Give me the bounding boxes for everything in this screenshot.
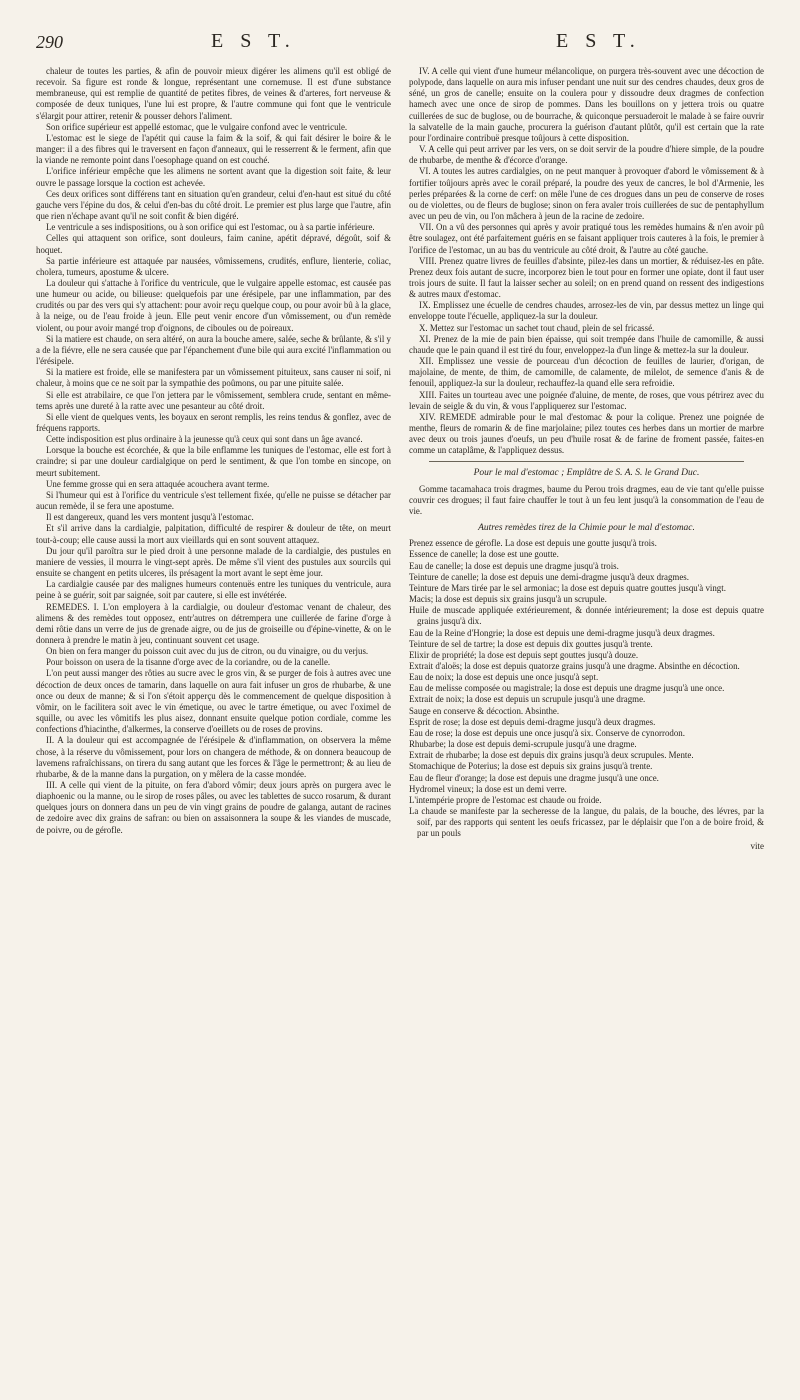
- page-number: 290: [36, 32, 63, 52]
- running-head-right: E S T.: [556, 30, 641, 52]
- paragraph: VI. A toutes les autres cardialgies, on ne peut manquer à provoquer d'abord le vômissement & à fortifier toûjours après avec le corail préparé, la poudre des yeux de cancres, le bol d'Armenie, les perles préparées & la corne de cerf: on mêle l'une de ces drogues dans un peu de conserve de roses ou de violettes, ou de fleurs de buglose; sinon on fera avaler trois cuillerées de suc de pentaphyllum avec un peu de vin, ou l'on mâchera à jeun de la racine de zedoire.: [409, 166, 764, 222]
- page-header: [36, 30, 764, 58]
- paragraph: L'intempérie propre de l'estomac est chaude ou froide.: [409, 794, 602, 805]
- paragraph: Du jour qu'il paroîtra sur le pied droit à une personne malade de la cardialgie, des pustules en maniere de vessies, il mourra le vingt-sept après. De même s'il vient des pustules aux sourcils qui ensuite se changent en petits ulceres, ils présagent la mort avant le sept ème jour.: [36, 545, 391, 579]
- paragraph: Eau de noix; la dose est depuis une once jusqu'à sept.: [409, 672, 599, 683]
- paragraph: La chaude se manifeste par la secheresse de la langue, du palais, de la bouche, des lévres, par la soif, par des rapports qui sentent les oeufs fricassez, par le déplaisir que l'on a de boire froid, & par un pouls: [409, 806, 764, 839]
- paragraph: Hydromel vineux; la dose est un demi verre.: [409, 783, 567, 794]
- paragraph: Il est dangereux, quand les vers montent jusqu'à l'estomac.: [46, 512, 254, 523]
- paragraph: REMEDES. I. L'on employera à la cardialgie, ou douleur d'estomac venant de chaleur, des alimens & des remèdes tout opposez, entr'autres on détrempera une cuillerée de farine d'orge à demi rôtie dans un verre de jus de grenade aigre, ou de jus de groiseille ou d'épine-vinette, & on le donnera à prendre le matin à jeu, continuant souvent cet usage.: [36, 601, 391, 645]
- paragraph: Huile de muscade appliquée extérieurement, & donnée intérieurement; la dose est depuis quatre grains jusqu'à dix.: [409, 605, 764, 627]
- paragraph: Stomachique de Poterius; la dose est depuis six grains jusqu'à trente.: [409, 761, 653, 772]
- paragraph: Prenez essence de gérofle. La dose est depuis une goutte jusqu'à trois.: [409, 538, 657, 549]
- paragraph: Elixir de propriété; la dose est depuis sept gouttes jusqu'à douze.: [409, 649, 639, 660]
- paragraph: Gomme tacamahaca trois dragmes, baume du Perou trois dragmes, eau de vie tant qu'elle puisse couvrir ces drogues; il faut faire chauffer le tout à un feu lent jusqu'à la consommation de l'eau de vie.: [409, 483, 764, 516]
- paragraph: Eau de canelle; la dose est depuis une dragme jusqu'à trois.: [409, 560, 619, 571]
- paragraph: Macis; la dose est depuis six grains jusqu'à un scrupule.: [409, 594, 607, 605]
- section-rule: [429, 461, 744, 462]
- paragraph: Et s'il arrive dans la cardialgie, palpitation, difficulté de respirer & douleur de tête, on meurt tout-à-coup; elle cause aussi la mort aux vieillards qui en sont souvent attaquez.: [36, 523, 391, 545]
- right-column: [409, 66, 764, 1396]
- paragraph: Le ventricule a ses indispositions, ou à son orifice qui est l'estomac, ou à sa partie inférieure.: [46, 222, 375, 233]
- paragraph: Celles qui attaquent son orifice, sont douleurs, faim canine, apétit dépravé, dégoût, soif & hoquet.: [36, 233, 391, 255]
- paragraph: XI. Prenez de la mie de pain bien épaisse, qui soit trempée dans l'huile de camomille, & aussi chaude que le pain quand il est tiré du four, enveloppez-la d'un linge & mettez-la sur la douleur.: [409, 333, 764, 355]
- paragraph: L'estomac est le siege de l'apétit qui cause la faim & la soif, & qui fait désirer le boire & le manger: il a des fibres qui le traversent en façon d'anneaux, qui le resserrent & le ferment, afin que la viande ne remonte point dans l'oesophage quand on est couché.: [36, 132, 391, 166]
- paragraph: Eau de rose; la dose est depuis une once jusqu'à six. Conserve de cynorrodon.: [409, 727, 685, 738]
- paragraph: XII. Emplissez une vessie de pourceau d'un décoction de feuilles de laurier, d'origan, de majolaine, de mente, de thim, de camomille, de calamente, de milelot, de semence d'anis & de fenouil, appliquez-la sur la douleur, rechauffez-la quand elle sera refroidie.: [409, 356, 764, 389]
- paragraph: Teinture de sel de tartre; la dose est depuis dix gouttes jusqu'à trente.: [409, 638, 653, 649]
- paragraph: La cardialgie causée par des malignes humeurs contenuës entre les tuniques du ventricule, aura peine à se guérir, soit par saignée, soit par cautere, si elle est invétérée.: [36, 579, 391, 601]
- section-title-chimie: Autres remèdes tirez de la Chimie pour le mal d'estomac.: [478, 523, 695, 534]
- paragraph: L'on peut aussi manger des rôties au sucre avec le gros vin, & se purger de fois à autres avec une décoction de deux onces de tamarin, dans laquelle on aura fait infuser un gros de rhubarbe, & une once ou deux de manne; & si l'on s'étoit apperçu dès le commencement de quelque disposition à vômir, on le facilitera soit avec le vin émetique, ou avec le tartre émetique, ou avec l'oximel de squille, ou avec les vômitifs les plus aisez, donnant ensuite quelque potion cordiale, comme les confections d'hiacinthe, d'alkermes, la conserve d'oeillets ou de roses de provins.: [36, 668, 391, 735]
- running-head-left: E S T.: [211, 30, 296, 52]
- paragraph: Extrait de noix; la dose est depuis un scrupule jusqu'à une dragme.: [409, 694, 646, 705]
- paragraph: Sauge en conserve & décoction. Absinthe.: [409, 705, 560, 716]
- paragraph: Eau de fleur d'orange; la dose est depuis une dragme jusqu'à une once.: [409, 772, 659, 783]
- paragraph: Pour boisson on usera de la tisanne d'orge avec de la coriandre, ou de la canelle.: [46, 657, 331, 668]
- paragraph: IV. A celle qui vient d'une humeur mélancolique, on purgera très-souvent avec une décoction de polypode, dans laquelle on aura mis infuser pendant une nuit sur des cendres chaudes, deux gros de séné, un gros de canelle; ensuite on la coulera pour y dissoudre deux dragmes de confection hamech avec une once de sirop de pommes. Dans les bouillons on y jettera trois ou quatre cuillerées de suc de buglose, ou de bourrache, & quiconque persuaderoit le malade à se faire ouvrir la salvatelle de la main gauche, procurera la guérison d'autant plûtôt, qu'il est certain que la rate pour l'ordinaire contribuë presque toûjours à cette disposition.: [409, 66, 764, 143]
- paragraph: Lorsque la bouche est écorchée, & que la bile enflamme les tuniques de l'estomac, elle est fort à craindre; si par une douleur cardialgique on perd le sentiment, & que l'on tombe en sincope, on meurt subitement.: [36, 445, 391, 478]
- paragraph: Sa partie inférieure est attaquée par nausées, vômissemens, crudités, enflure, lienterie, coliac, cholera, tumeurs, apostume & ulcere.: [36, 255, 391, 277]
- paragraph: Extrait de rhubarbe; la dose est depuis dix grains jusqu'à deux scrupules. Mente.: [409, 750, 694, 761]
- paragraph: La douleur qui s'attache à l'orifice du ventricule, que le vulgaire appelle estomac, est causée pas une humeur ou acide, ou bilieuse: quelquefois par une érésipele, par une inflammation, par des crudités ou par des vers qui s'y attachent: pour avoir reçu quelque coup, ou pour avoir bû à la glace, à la neige, ou de l'eau froide à jeun. Elle peut venir encore d'un vômissement, ou d'un remède violent, ou pour avoir mangé trop d'oignons, de ciboules ou de poireaux.: [36, 277, 391, 333]
- paragraph: Si la matiere est froide, elle se manifestera par un vômissement pituiteux, sans causer ni soif, ni chaleur, à moins que ce ne soit par la sympathie des poûmons, ou par une pituite salée.: [36, 367, 391, 389]
- paragraph: Ces deux orifices sont différens tant en situation qu'en grandeur, celui d'en-haut est situé du côté gauche vers l'épine du dos, & celui d'en-bas du côté droit. Le premier est plus large que l'autre, afin que rien n'échape avant qu'il ne soit confit & bien digéré.: [36, 188, 391, 222]
- paragraph: Cette indisposition est plus ordinaire à la jeunesse qu'à ceux qui sont dans un âge avancé.: [46, 434, 363, 445]
- paragraph: Une femme grosse qui en sera attaquée acouchera avant terme.: [46, 478, 270, 489]
- paragraph: XIV. REMEDE admirable pour le mal d'estomac & pour la colique. Prenez une poignée de menthe, fleurs de romarin & de fine marjolaine; pilez toutes ces herbes dans un mortier de marbre avec deux ou trois jaunes d'oeufs, un peu d'huile rosat & de farine de froment passée, faites-en comme un cataplâme, & l'appliquez dessus.: [409, 411, 764, 456]
- paragraph: Eau de la Reine d'Hongrie; la dose est depuis une demi-dragme jusqu'à deux dragmes.: [409, 627, 715, 638]
- paragraph: Rhubarbe; la dose est depuis demi-scrupule jusqu'à une dragme.: [409, 739, 637, 750]
- paragraph: Extrait d'aloës; la dose est depuis quatorze grains jusqu'à une dragme. Absinthe en décoction.: [409, 660, 740, 671]
- paragraph: Eau de melisse composée ou magistrale; la dose est depuis une dragme jusqu'à une once.: [409, 683, 725, 694]
- text-columns: [36, 66, 764, 1396]
- paragraph: chaleur de toutes les parties, & afin de pouvoir mieux digérer les alimens qu'il est obligé de recevoir. Sa figure est ronde & longue, représentant une cornemuse. Il est d'une substance membraneuse, qui est remplie de quantité de petites fibres, de veines & d'arteres, fort nerveuse & composée de deux tuniques, l'une lui est propre, & l'autre commune qui font que le ventricule s'élargit pour attirer, retenir & pousser dehors l'aliment.: [36, 66, 391, 121]
- paragraph: III. A celle qui vient de la pituite, on fera d'abord vômir; deux jours après on purgera avec le diaphoenic ou la manne, ou le sirop de roses pâles, ou avec les tablettes de succo rosarum, & durant quelques jours on donnera dans un peu de vin vingt grains de poudre de galanga, autant de racines de zedoire avec dix grains de safran: ou bien on assaisonnera la soupe & les viandes de muscade, de poivre, ou de gérofle.: [36, 780, 391, 835]
- paragraph: Teinture de canelle; la dose est depuis une demi-dragme jusqu'à deux dragmes.: [409, 571, 689, 582]
- section-title-emplatre: Pour le mal d'estomac ; Emplâtre de S. A. S. le Grand Duc.: [473, 468, 700, 479]
- paragraph: L'orifice inférieur empêche que les alimens ne sortent avant que la digestion soit faite, & leur ouvre le passage lorsque la coction est achevée.: [36, 166, 391, 188]
- paragraph: Si la matiere est chaude, on sera altéré, on aura la bouche amere, salée, seche & brûlante, & s'il y a de la fiévre, elle ne sera causée que par l'épanchement d'une bile qui aura excité l'inflammation ou l'érésipele.: [36, 333, 391, 367]
- paragraph: X. Mettez sur l'estomac un sachet tout chaud, plein de sel fricassé.: [419, 322, 655, 333]
- paragraph: Esprit de rose; la dose est depuis demi-dragme jusqu'à deux dragmes.: [409, 716, 656, 727]
- emplatre-recipe: [409, 484, 764, 517]
- paragraph: XIII. Faites un tourteau avec une poignée d'aluine, de mente, de roses, que vous pétrirez avec du levain de seigle & du vin, & vous l'appliquerez sur l'estomac.: [409, 389, 764, 411]
- paragraph: Si l'humeur qui est à l'orifice du ventricule s'est tellement fixée, qu'elle ne puisse se détacher par aucun remède, il se fera une apostume.: [36, 489, 391, 512]
- paragraph: Teinture de Mars tirée par le sel armoniac; la dose est depuis quatre gouttes jusqu'à vingt.: [409, 582, 726, 593]
- paragraph: Si elle vient de quelques vents, les boyaux en seront remplis, les reins tendus & gonflez, avec de fréquens rapports.: [36, 411, 391, 433]
- paragraph: V. A celle qui peut arriver par les vers, on se doit servir de la poudre d'hiere simple, de la poudre de rhubarbe, de menthe & d'écorce d'orange.: [409, 144, 764, 166]
- paragraph: IX. Emplissez une écuelle de cendres chaudes, arrosez-les de vin, par dessus mettez un linge qui enveloppe toute l'écuelle, appliquez-la sur la douleur.: [409, 300, 764, 322]
- paragraph: Si elle est atrabilaire, ce que l'on jettera par le vômissement, semblera crude, sentant en même-tems après une dureté à la ratte avec une pesanteur au côté droit.: [36, 389, 391, 411]
- paragraph: VII. On a vû des personnes qui après y avoir pratiqué tous les remèdes humains & n'en avoir pû être soulagez, ont été parfaitement guéris en se faisant appliquer trois cauteres à la fois, le premier à l'orifice de l'estomac, un au bas du ventricule au côté droit, & l'autre au côté gauche.: [409, 222, 764, 255]
- paragraph: Son orifice supérieur est appellé estomac, que le vulgaire confond avec le ventricule.: [46, 121, 348, 132]
- left-column: [36, 66, 391, 1396]
- paragraph: VIII. Prenez quatre livres de feuilles d'absinte, pilez-les dans un mortier, & réduisez-les en pâte. Prenez deux fois autant de sucre, incorporez bien le tout pour en former une opiate, dont il faut user trois jours de suite. Il faut la laisser secher au soleil; on en prend quand on ressent des indigestions & autres maux d'estomac.: [409, 255, 764, 300]
- chemical-remedies-list: [409, 538, 764, 839]
- right-remedies: [409, 66, 764, 456]
- paragraph: Essence de canelle; la dose est une goutte.: [409, 549, 559, 560]
- paragraph: On bien on fera manger du poisson cuit avec du jus de citron, ou du vinaigre, ou du verjus.: [46, 646, 369, 657]
- catchword: vite: [750, 841, 764, 852]
- paragraph: II. A la douleur qui est accompagnée de l'érésipele & d'inflammation, on observera la même chose, à la réserve du vômissement, pour lors on changera de méthode, & on donnera beaucoup de lavemens rafraîchissans, on tirera du sang autant que les forces & l'âge le permettront; & au lieu de rhubarbe, & de la manne dans la purgation, on y mêlera de la casse mondée.: [36, 735, 391, 779]
